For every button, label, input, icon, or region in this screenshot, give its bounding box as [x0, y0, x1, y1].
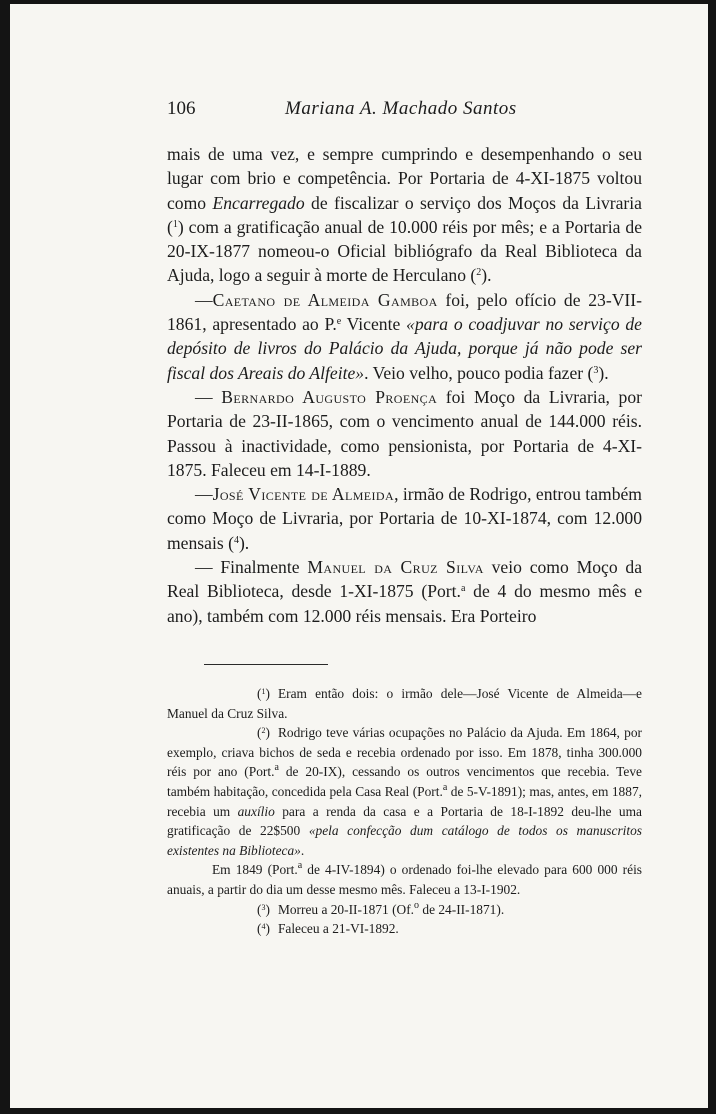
footnote-number: 4 — [261, 922, 266, 932]
superscript: a — [297, 860, 303, 872]
superscript: e — [336, 316, 342, 328]
footnotes — [167, 684, 642, 939]
dash: — — [195, 484, 213, 505]
text-run: ). — [481, 265, 492, 286]
text-run: , irmão de Rodrigo, entrou também como Moço de Livraria, por Portaria de 10-XI-1874, com 12.000 mensais ( — [167, 484, 642, 553]
footnote-2-continued — [167, 860, 642, 899]
superscript: a — [274, 762, 279, 774]
dash: — — [195, 289, 213, 310]
text-run: ). — [598, 362, 609, 383]
footnote-marker: ($^2$) — [257, 725, 270, 741]
superscript: o — [414, 899, 420, 911]
page-header — [167, 98, 567, 122]
text-run: — Finalmente — [195, 557, 308, 578]
footnote-2 — [167, 723, 642, 860]
text-run: Morreu a 20-II-1871 (Of. — [277, 901, 415, 917]
footnote-1 — [167, 684, 642, 723]
text-run: Rodrigo teve várias ocupações no Palácio da Ajuda. Em 1864, por exemplo, criava bichos de seda e recebia ordenado por isso. Em 1878, tinha 300.000 réis por ano (Port. — [167, 725, 642, 780]
footnote-marker: ($^3$) — [257, 901, 270, 917]
person-name: Manuel da Cruz Silva — [307, 557, 484, 578]
footnote-ref: 2 — [476, 267, 482, 279]
person-name: José Vicente de Almeida — [212, 484, 395, 505]
footnote-4 — [167, 919, 642, 939]
paragraph-4 — [167, 482, 642, 555]
person-name: Caetano de Almeida Gamboa — [212, 289, 438, 310]
quotation: «para o coadjuvar no serviço de depósito de livros do Palácio da Ajuda, porque já não pode ser fiscal dos Areais do Alfeite» — [167, 314, 642, 383]
text-run: ). — [238, 532, 250, 553]
footnote-ref: 1 — [172, 218, 178, 230]
footnote-marker: ($^1$) — [257, 686, 270, 701]
paragraph-1 — [167, 142, 642, 288]
body-text — [167, 142, 642, 628]
paragraph-5 — [167, 555, 642, 628]
person-name: Bernardo Augusto Proença — [221, 386, 438, 407]
paragraph-3 — [167, 385, 642, 482]
text-run: foi Moço da Livraria, por Portaria de 23-II-1865, com o vencimento anual de 144.000 réis. Passou à inactividade, como pensionista, por Portaria de 4-XI-1875. Faleceu em 14-I-1889. — [167, 386, 642, 480]
dash: — — [195, 386, 222, 407]
text-run: de 5-V-1891); mas, antes, em 1887, recebia um — [167, 783, 642, 819]
quotation: «pela confecção dum catálogo de todos os manuscritos existentes na Biblioteca» — [167, 823, 642, 858]
footnote-3 — [167, 900, 642, 920]
text-run: de fiscalizar o serviço dos Moços da Livraria ( — [167, 192, 642, 237]
text-run: de 20-IX), cessando os outros vencimentos que recebia. Teve também habitação, concedida pela Casa Real (Port. — [167, 764, 642, 799]
text-run: mais de uma vez, e sempre cumprindo e desempenhando o seu lugar com brio e competência. Por Portaria de 4-XI-1875 voltou como — [167, 144, 642, 213]
footnote-marker: ($^4$) — [257, 921, 270, 937]
text-run: . — [300, 842, 305, 858]
text-run: veio como Moço da Real Biblioteca, desde 1-XI-1875 (Port. — [167, 557, 643, 602]
footnote-ref: 3 — [593, 364, 599, 376]
text-run: de 4 do mesmo mês e ano), também com 12.000 réis mensais. Era Porteiro — [167, 581, 643, 626]
emphasis: Encarregado — [212, 192, 305, 213]
text-run: Em 1849 (Port. — [212, 862, 298, 878]
text-run: Vicente — [341, 314, 407, 335]
footnote-number: 2 — [261, 726, 266, 736]
superscript: a — [460, 583, 466, 595]
text-run: para a renda da casa e a Portaria de 18-I-1892 deu-lhe uma gratificação de 22$500 — [167, 803, 642, 839]
text-run: Faleceu a 21-VI-1892. — [277, 921, 399, 937]
text-run: foi, pelo ofício de 23-VII-1861, apresentado ao P. — [167, 289, 643, 335]
text-run: de 4-IV-1894) o ordenado foi-lhe elevado para 600 000 réis anuais, a partir do dia um desse mesmo mês. Faleceu a 13-I-1902. — [167, 862, 643, 897]
text-run: ) com a gratificação anual de 10.000 réis por mês; e a Portaria de 20-IX-1877 nomeou-o Oficial bibliógrafo da Real Biblioteca da Ajuda, logo a seguir à morte de Herculano ( — [167, 216, 642, 286]
superscript: a — [442, 781, 448, 793]
text-run: de 24-II-1871). — [419, 901, 505, 917]
text-run: Eram então dois: o irmão dele—José Vicente de Almeida—e Manuel da Cruz Silva. — [167, 686, 642, 721]
emphasis: auxílio — [237, 803, 275, 819]
book-page — [10, 4, 708, 1108]
footnote-number: 3 — [261, 902, 266, 912]
footnote-number: 1 — [261, 687, 266, 696]
text-run: . Veio velho, pouco podia fazer ( — [364, 362, 594, 383]
paragraph-2 — [167, 288, 642, 385]
footnote-ref: 4 — [233, 534, 239, 546]
footnote-separator — [204, 664, 328, 665]
running-head: Mariana A. Machado Santos — [285, 98, 517, 119]
page-number: 106 — [167, 98, 196, 119]
